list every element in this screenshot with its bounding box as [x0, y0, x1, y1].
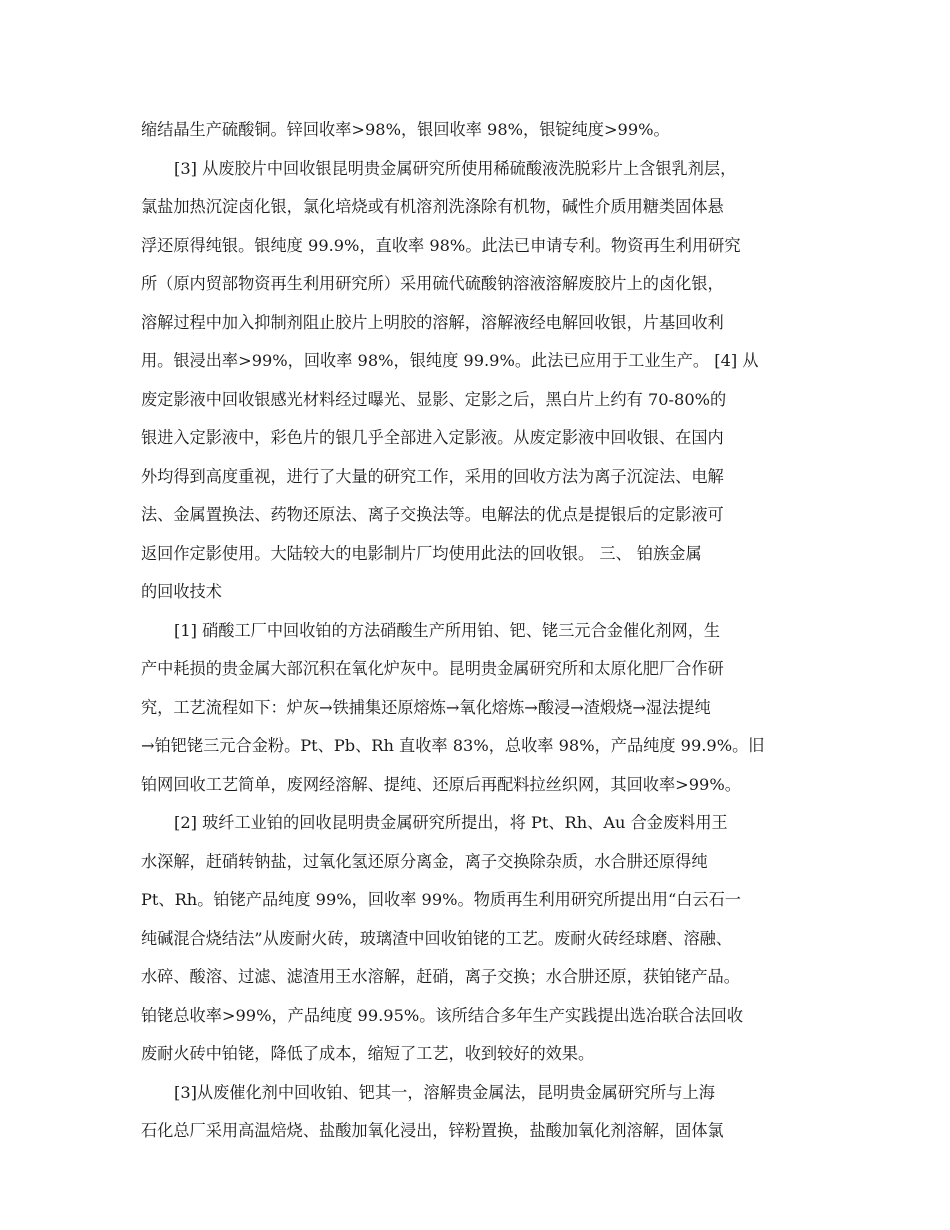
text-line: →铂钯铑三元合金粉。Pt、Pb、Rh 直收率 83%，总收率 98%，产品纯度 99.9%。旧: [141, 736, 765, 755]
text-line: 水深解，赶硝转钠盐，过氧化氢还原分离金，离子交换除杂质，水合肼还原得纯: [141, 851, 708, 871]
text-line: 缩结晶生产硫酸铜。锌回收率>98%，银回收率 98%，银锭纯度>99%。: [141, 120, 670, 139]
text-line: 返回作定影使用。大陆较大的电影制片厂均使用此法的回收银。 三、 铂族金属: [141, 543, 702, 563]
text-line: 浮还原得纯银。银纯度 99.9%，直收率 98%。此法已申请专利。物资再生利用研究: [141, 235, 741, 255]
text-line: 究，工艺流程如下：炉灰→铁捕集还原熔炼→氧化熔炼→酸浸→渣煅烧→湿法提纯: [141, 697, 711, 717]
text-line: [3] 从废胶片中回收银昆明贵金属研究所使用稀硫酸液洗脱彩片上含银乳剂层，: [174, 158, 737, 178]
text-line: 产中耗损的贵金属大部沉积在氧化炉灰中。昆明贵金属研究所和太原化肥厂合作研: [141, 659, 724, 678]
text-line: 废耐火砖中铂铑，降低了成本，缩短了工艺，收到较好的效果。: [141, 1044, 595, 1063]
text-line: 法、金属置换法、药物还原法、离子交换法等。电解法的优点是提银后的定影液可: [141, 505, 724, 524]
text-line: 外均得到高度重视，进行了大量的研究工作，采用的回收方法为离子沉淀法、电解: [141, 466, 724, 486]
text-line: 的回收技术: [141, 582, 222, 601]
text-line: 银进入定影液中，彩色片的银几乎全部进入定影液。从废定影液中回收银、在国内: [141, 428, 724, 447]
text-line: 铂网回收工艺简单，废网经溶解、提纯、还原后再配料拉丝织网，其回收率>99%。: [141, 774, 741, 794]
text-line: Pt、Rh。铂铑产品纯度 99%，回收率 99%。物质再生利用研究所提出用“白云石一: [141, 890, 741, 909]
text-line: 氯盐加热沉淀卤化银，氯化培烧或有机溶剂洗涤除有机物，碱性介质用糖类固体悬: [141, 197, 724, 216]
text-line: [3]从废催化剂中回收铂、钯其一，溶解贵金属法，昆明贵金属研究所与上海: [174, 1082, 715, 1102]
text-line: 用。银浸出率>99%，回收率 98%，银纯度 99.9%。此法已应用于工业生产。 [4] 从: [141, 351, 759, 370]
text-line: 废定影液中回收银感光材料经过曝光、显影、定影之后，黑白片上约有 70-80%的: [141, 389, 727, 409]
text-line: 所（原内贸部物资再生利用研究所）采用硫代硫酸钠溶液溶解废胶片上的卤化银，: [141, 274, 724, 293]
text-line: 铂铑总收率>99%，产品纯度 99.95%。该所结合多年生产实践提出选冶联合法回收: [141, 1005, 744, 1025]
text-line: [2] 玻纤工业铂的回收昆明贵金属研究所提出，将 Pt、Rh、Au 合金废料用王: [174, 813, 728, 832]
text-line: 纯碱混合烧结法”从废耐火砖，玻璃渣中回收铂铑的工艺。废耐火砖经球磨、溶融、: [141, 928, 733, 948]
text-line: 溶解过程中加入抑制剂阻止胶片上明胶的溶解，溶解液经电解回收银，片基回收利: [141, 312, 724, 332]
text-line: 石化总厂采用高温焙烧、盐酸加氧化浸出，锌粉置换，盐酸加氧化剂溶解，固体氯: [141, 1121, 724, 1140]
document-body: [141, 111, 813, 1151]
text-line: [1] 硝酸工厂中回收铂的方法硝酸生产所用铂、钯、铑三元合金催化剂网，生: [174, 620, 721, 640]
text-line: 水碎、酸溶、过滤、滤渣用王水溶解，赶硝，离子交换；水合肼还原，获铂铑产品。: [141, 967, 740, 986]
